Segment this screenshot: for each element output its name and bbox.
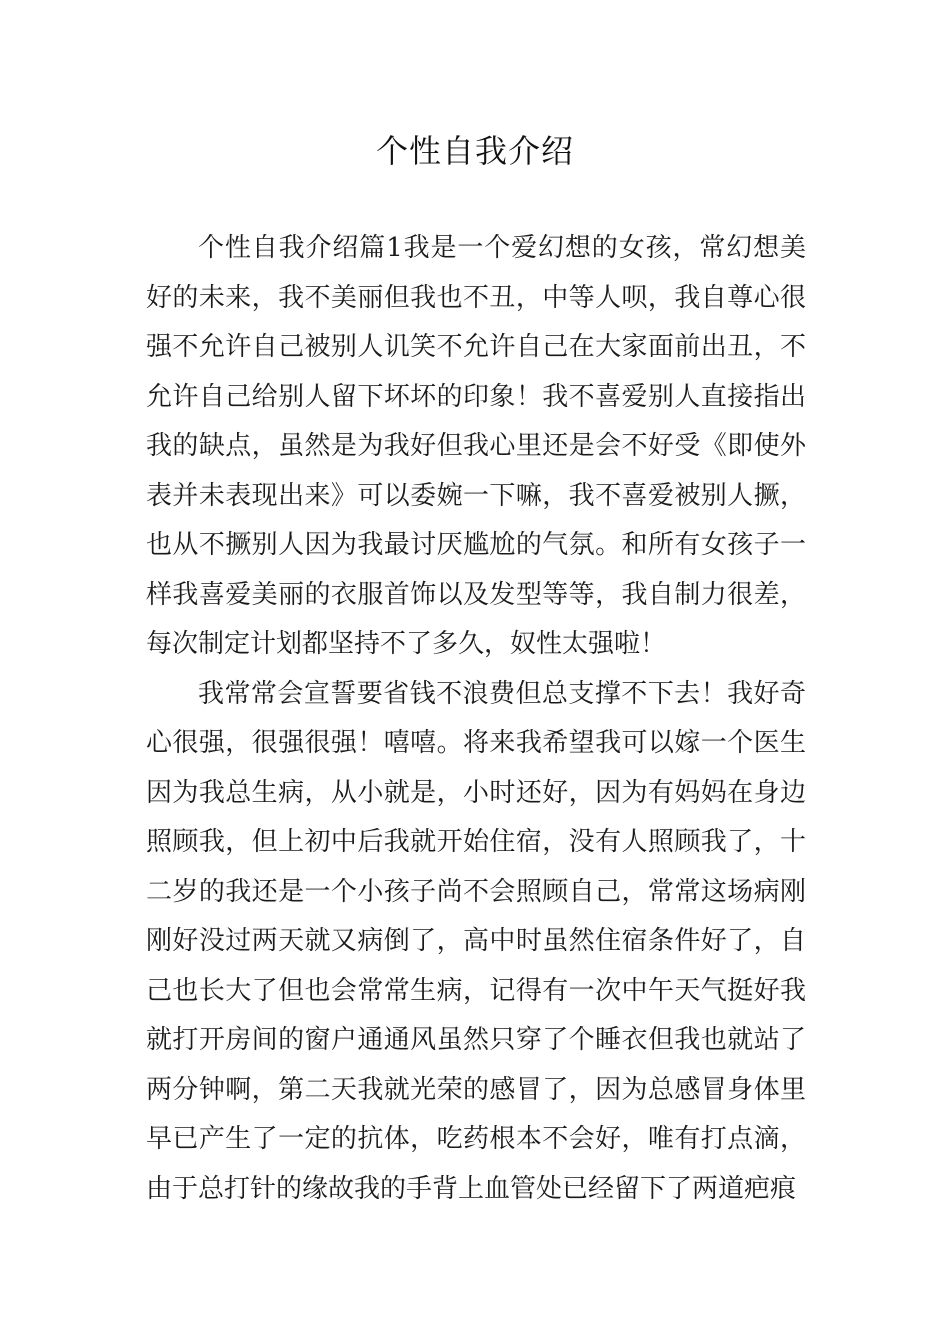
document-title: 个性自我介绍 [375,132,574,170]
document-body [146,224,806,1214]
paragraph-1: 个性自我介绍篇1我是一个爱幻想的女孩，常幻想美好的未来，我不美丽但我也不丑，中等人呗，我自尊心很强不允许自己被别人讥笑不允许自己在大家面前出丑，不允许自己给别人留下坏坏的印象！我不喜爱别人直接指出我的缺点，虽然是为我好但我心里还是会不好受《即使外表并未表现出来》可以委婉一下嘛，我不喜爱被别人撅，也从不撅别人因为我最讨厌尴尬的气氛。和所有女孩子一样我喜爱美丽的衣服首饰以及发型等等，我自制力很差，每次制定计划都坚持不了多久，奴性太强啦！ [146,233,806,659]
paragraph-2: 我常常会宣誓要省钱不浪费但总支撑不下去！我好奇心很强，很强很强！嘻嘻。将来我希望我可以嫁一个医生因为我总生病，从小就是，小时还好，因为有妈妈在身边照顾我，但上初中后我就开始住宿，没有人照顾我了，十二岁的我还是一个小孩子尚不会照顾自己，常常这场病刚刚好没过两天就又病倒了，高中时虽然住宿条件好了，自己也长大了但也会常常生病，记得有一次中午天气挺好我就打开房间的窗户通通风虽然只穿了个睡衣但我也就站了两分钟啊，第二天我就光荣的感冒了，因为总感冒身体里早已产生了一定的抗体，吃药根本不会好，唯有打点滴，由于总打针的缘故我的手背上血管处已经留下了两道疤痕 [146,678,806,1204]
